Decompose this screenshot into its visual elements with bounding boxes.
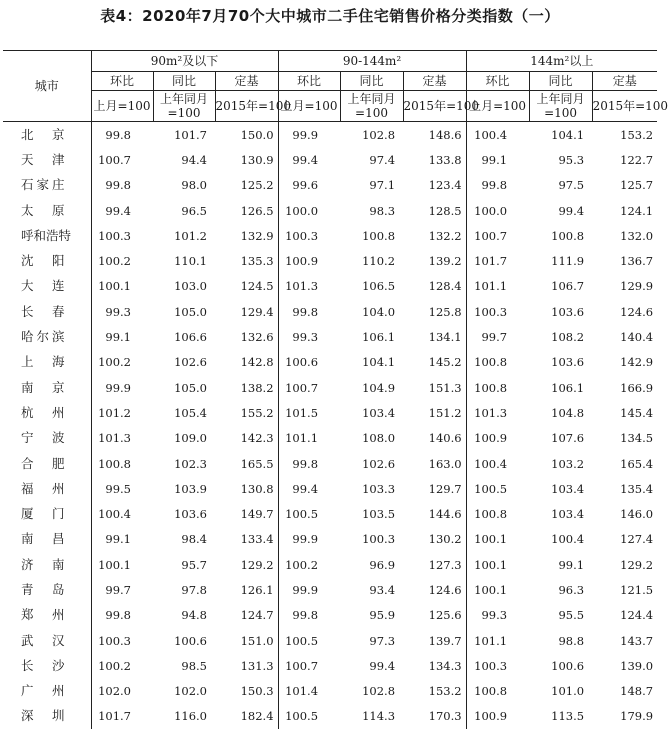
index-value: 104.1 [529,122,592,148]
index-value: 100.6 [529,653,592,678]
table-row [3,628,657,653]
index-value: 99.8 [91,122,153,148]
index-value: 100.0 [278,198,340,223]
index-value: 135.3 [215,248,278,273]
city-name: 济 南 [3,552,91,577]
index-value: 106.7 [529,274,592,299]
index-value: 131.3 [215,653,278,678]
index-value: 106.5 [340,274,403,299]
table-row [3,198,657,223]
metric-mom: 环比 [91,72,153,91]
index-value: 111.9 [529,248,592,273]
index-value: 165.5 [215,451,278,476]
index-value: 100.6 [153,628,215,653]
index-value: 100.7 [91,147,153,172]
index-value: 93.4 [340,577,403,602]
index-value: 100.0 [466,198,529,223]
index-value: 100.4 [91,501,153,526]
index-value: 98.5 [153,653,215,678]
table-body [3,122,657,729]
city-name: 哈尔滨 [3,324,91,349]
index-value: 100.1 [91,274,153,299]
table-row [3,476,657,501]
index-value: 101.4 [278,679,340,704]
index-value: 99.8 [91,603,153,628]
index-value: 98.4 [153,527,215,552]
index-value: 99.8 [278,299,340,324]
index-value: 99.1 [91,527,153,552]
index-value: 102.6 [340,451,403,476]
index-value: 132.0 [592,223,657,248]
table-row [3,324,657,349]
index-value: 97.4 [340,147,403,172]
index-value: 100.3 [91,223,153,248]
index-value: 170.3 [403,704,466,729]
index-value: 108.2 [529,324,592,349]
index-value: 129.2 [215,552,278,577]
index-value: 129.7 [403,476,466,501]
index-value: 102.8 [340,122,403,148]
index-value: 101.2 [153,223,215,248]
index-value: 102.8 [340,679,403,704]
index-value: 148.6 [403,122,466,148]
index-value: 113.5 [529,704,592,729]
index-value: 130.9 [215,147,278,172]
index-value: 97.5 [529,173,592,198]
index-value: 95.5 [529,603,592,628]
city-name: 厦 门 [3,501,91,526]
index-value: 100.1 [466,552,529,577]
index-value: 98.0 [153,173,215,198]
index-value: 106.6 [153,324,215,349]
group-header-medium: 90-144m² [278,51,466,72]
table-row [3,350,657,375]
index-value: 143.7 [592,628,657,653]
index-value: 100.1 [466,577,529,602]
index-value: 99.7 [466,324,529,349]
city-name: 天 津 [3,147,91,172]
index-value: 103.6 [529,299,592,324]
table-row [3,426,657,451]
city-name: 大 连 [3,274,91,299]
index-value: 130.2 [403,527,466,552]
index-value: 97.8 [153,577,215,602]
metric-base: 定基 [403,72,466,91]
city-name: 沈 阳 [3,248,91,273]
table-row [3,122,657,148]
index-value: 144.6 [403,501,466,526]
city-name: 北 京 [3,122,91,148]
index-value: 99.4 [529,198,592,223]
index-value: 101.1 [466,628,529,653]
table-row [3,451,657,476]
index-value: 103.3 [340,476,403,501]
index-value: 100.4 [466,451,529,476]
index-value: 103.5 [340,501,403,526]
index-value: 100.2 [91,350,153,375]
index-value: 153.2 [592,122,657,148]
city-name: 南 昌 [3,527,91,552]
index-value: 151.0 [215,628,278,653]
city-name: 杭 州 [3,400,91,425]
index-value: 99.1 [91,324,153,349]
metric-mom: 环比 [278,72,340,91]
index-value: 126.1 [215,577,278,602]
group-header-large: 144m²以上 [466,51,657,72]
index-value: 151.3 [403,375,466,400]
table-row [3,653,657,678]
index-value: 134.1 [403,324,466,349]
base-2015: 2015年=100 [403,91,466,122]
index-value: 125.7 [592,173,657,198]
index-value: 103.0 [153,274,215,299]
index-value: 99.9 [278,577,340,602]
index-value: 103.9 [153,476,215,501]
index-value: 99.3 [466,603,529,628]
table-row [3,274,657,299]
city-name: 长 沙 [3,653,91,678]
index-value: 124.1 [592,198,657,223]
index-value: 109.0 [153,426,215,451]
index-value: 99.5 [91,476,153,501]
index-value: 98.8 [529,628,592,653]
index-value: 100.5 [466,476,529,501]
index-value: 132.9 [215,223,278,248]
index-value: 100.3 [91,628,153,653]
index-value: 99.9 [278,527,340,552]
index-value: 99.8 [91,173,153,198]
index-value: 100.9 [466,426,529,451]
index-value: 101.1 [466,274,529,299]
index-value: 129.9 [592,274,657,299]
index-value: 151.2 [403,400,466,425]
index-value: 142.8 [215,350,278,375]
index-value: 99.8 [278,603,340,628]
index-value: 129.4 [215,299,278,324]
table-row [3,173,657,198]
index-value: 100.4 [529,527,592,552]
index-value: 101.0 [529,679,592,704]
index-value: 110.2 [340,248,403,273]
metric-mom: 环比 [466,72,529,91]
index-value: 138.2 [215,375,278,400]
index-value: 100.9 [466,704,529,729]
index-value: 140.6 [403,426,466,451]
index-value: 134.3 [403,653,466,678]
index-value: 124.6 [403,577,466,602]
index-value: 125.2 [215,173,278,198]
index-value: 135.4 [592,476,657,501]
index-value: 127.4 [592,527,657,552]
index-value: 100.7 [278,375,340,400]
index-value: 133.8 [403,147,466,172]
index-value: 100.3 [466,653,529,678]
index-value: 101.3 [278,274,340,299]
table-row [3,527,657,552]
index-value: 105.0 [153,299,215,324]
index-value: 99.8 [466,173,529,198]
index-value: 103.6 [529,350,592,375]
index-value: 99.9 [91,375,153,400]
index-value: 129.2 [592,552,657,577]
index-value: 103.4 [529,501,592,526]
index-value: 105.0 [153,375,215,400]
index-value: 139.0 [592,653,657,678]
index-value: 104.0 [340,299,403,324]
index-value: 100.5 [278,704,340,729]
city-name: 上 海 [3,350,91,375]
index-value: 103.6 [153,501,215,526]
metric-base: 定基 [592,72,657,91]
index-value: 103.4 [340,400,403,425]
index-value: 153.2 [403,679,466,704]
base-prev-year: 上年同月=100 [530,92,592,120]
index-value: 97.1 [340,173,403,198]
index-value: 123.4 [403,173,466,198]
table-row [3,603,657,628]
index-value: 127.3 [403,552,466,577]
index-value: 145.4 [592,400,657,425]
index-value: 114.3 [340,704,403,729]
index-value: 150.0 [215,122,278,148]
index-value: 99.3 [278,324,340,349]
group-header-small: 90m²及以下 [91,51,278,72]
index-value: 124.6 [592,299,657,324]
table-row [3,223,657,248]
index-value: 101.2 [91,400,153,425]
index-value: 100.3 [466,299,529,324]
index-value: 140.4 [592,324,657,349]
index-value: 124.5 [215,274,278,299]
index-value: 103.4 [529,476,592,501]
index-value: 100.8 [529,223,592,248]
index-value: 100.7 [466,223,529,248]
index-value: 94.4 [153,147,215,172]
index-value: 163.0 [403,451,466,476]
index-value: 100.3 [340,527,403,552]
table-row [3,375,657,400]
index-value: 96.3 [529,577,592,602]
index-value: 102.3 [153,451,215,476]
table-row [3,552,657,577]
index-value: 149.7 [215,501,278,526]
base-prev-month: 上月=100 [278,91,340,122]
index-value: 100.1 [466,527,529,552]
index-value: 101.7 [466,248,529,273]
index-value: 124.4 [592,603,657,628]
index-value: 108.0 [340,426,403,451]
index-value: 146.0 [592,501,657,526]
city-name: 青 岛 [3,577,91,602]
base-2015: 2015年=100 [215,91,278,122]
index-value: 99.6 [278,173,340,198]
city-name: 深 圳 [3,704,91,729]
base-prev-year: 上年同月=100 [341,92,403,120]
city-name: 合 肥 [3,451,91,476]
index-value: 101.7 [153,122,215,148]
index-value: 130.8 [215,476,278,501]
index-value: 101.7 [91,704,153,729]
index-value: 100.8 [466,501,529,526]
metric-yoy: 同比 [340,72,403,91]
index-value: 133.4 [215,527,278,552]
index-value: 100.9 [278,248,340,273]
index-value: 99.4 [278,476,340,501]
index-value: 155.2 [215,400,278,425]
index-value: 142.9 [592,350,657,375]
index-value: 110.1 [153,248,215,273]
table-row [3,147,657,172]
table-row [3,679,657,704]
index-value: 100.8 [466,375,529,400]
table-row [3,501,657,526]
index-value: 100.8 [91,451,153,476]
index-value: 104.1 [340,350,403,375]
index-value: 95.7 [153,552,215,577]
index-value: 106.1 [340,324,403,349]
index-value: 99.4 [278,147,340,172]
index-value: 165.4 [592,451,657,476]
index-value: 142.3 [215,426,278,451]
index-value: 182.4 [215,704,278,729]
index-value: 100.8 [340,223,403,248]
metric-yoy: 同比 [153,72,215,91]
index-value: 99.7 [91,577,153,602]
index-value: 102.0 [153,679,215,704]
table-row [3,400,657,425]
index-value: 139.7 [403,628,466,653]
index-value: 124.7 [215,603,278,628]
index-value: 166.9 [592,375,657,400]
index-value: 150.3 [215,679,278,704]
metric-base: 定基 [215,72,278,91]
index-value: 106.1 [529,375,592,400]
index-value: 148.7 [592,679,657,704]
table-title: 表4：2020年7月70个大中城市二手住宅销售价格分类指数（一） [0,5,660,26]
table-row [3,704,657,729]
index-value: 99.3 [91,299,153,324]
city-column-header: 城市 [3,51,91,122]
index-value: 100.6 [278,350,340,375]
index-value: 128.5 [403,198,466,223]
index-value: 132.2 [403,223,466,248]
city-name: 武 汉 [3,628,91,653]
index-value: 104.9 [340,375,403,400]
index-value: 100.3 [278,223,340,248]
base-prev-month: 上月=100 [91,91,153,122]
index-value: 125.8 [403,299,466,324]
index-value: 103.2 [529,451,592,476]
index-value: 101.3 [91,426,153,451]
index-value: 125.6 [403,603,466,628]
city-name: 石家庄 [3,173,91,198]
index-value: 145.2 [403,350,466,375]
index-value: 99.4 [91,198,153,223]
index-value: 102.0 [91,679,153,704]
city-name: 广 州 [3,679,91,704]
city-name: 长 春 [3,299,91,324]
index-value: 94.8 [153,603,215,628]
index-value: 95.3 [529,147,592,172]
index-value: 96.9 [340,552,403,577]
index-value: 134.5 [592,426,657,451]
index-value: 99.8 [278,451,340,476]
city-name: 南 京 [3,375,91,400]
table-row [3,299,657,324]
metric-yoy: 同比 [529,72,592,91]
price-index-table [3,50,657,729]
index-value: 128.4 [403,274,466,299]
index-value: 100.1 [91,552,153,577]
index-value: 98.3 [340,198,403,223]
index-value: 100.4 [466,122,529,148]
index-value: 100.8 [466,350,529,375]
city-name: 郑 州 [3,603,91,628]
index-value: 139.2 [403,248,466,273]
index-value: 132.6 [215,324,278,349]
index-value: 99.9 [278,122,340,148]
base-2015: 2015年=100 [592,91,657,122]
index-value: 179.9 [592,704,657,729]
index-value: 100.2 [91,248,153,273]
table-row [3,577,657,602]
index-value: 101.1 [278,426,340,451]
index-value: 104.8 [529,400,592,425]
index-value: 116.0 [153,704,215,729]
index-value: 100.7 [278,653,340,678]
index-value: 97.3 [340,628,403,653]
index-value: 99.1 [466,147,529,172]
index-value: 99.4 [340,653,403,678]
index-value: 99.1 [529,552,592,577]
index-value: 96.5 [153,198,215,223]
base-prev-month: 上月=100 [466,91,529,122]
index-value: 100.5 [278,501,340,526]
index-value: 100.2 [91,653,153,678]
table-row [3,248,657,273]
city-name: 宁 波 [3,426,91,451]
index-value: 126.5 [215,198,278,223]
city-name: 福 州 [3,476,91,501]
index-value: 101.3 [466,400,529,425]
city-name: 呼和浩特 [3,223,91,248]
index-value: 136.7 [592,248,657,273]
base-prev-year: 上年同月=100 [154,92,215,120]
index-value: 107.6 [529,426,592,451]
index-value: 121.5 [592,577,657,602]
index-value: 95.9 [340,603,403,628]
index-value: 105.4 [153,400,215,425]
index-value: 101.5 [278,400,340,425]
city-name: 太 原 [3,198,91,223]
index-value: 102.6 [153,350,215,375]
index-value: 100.5 [278,628,340,653]
index-value: 122.7 [592,147,657,172]
index-value: 100.8 [466,679,529,704]
index-value: 100.2 [278,552,340,577]
